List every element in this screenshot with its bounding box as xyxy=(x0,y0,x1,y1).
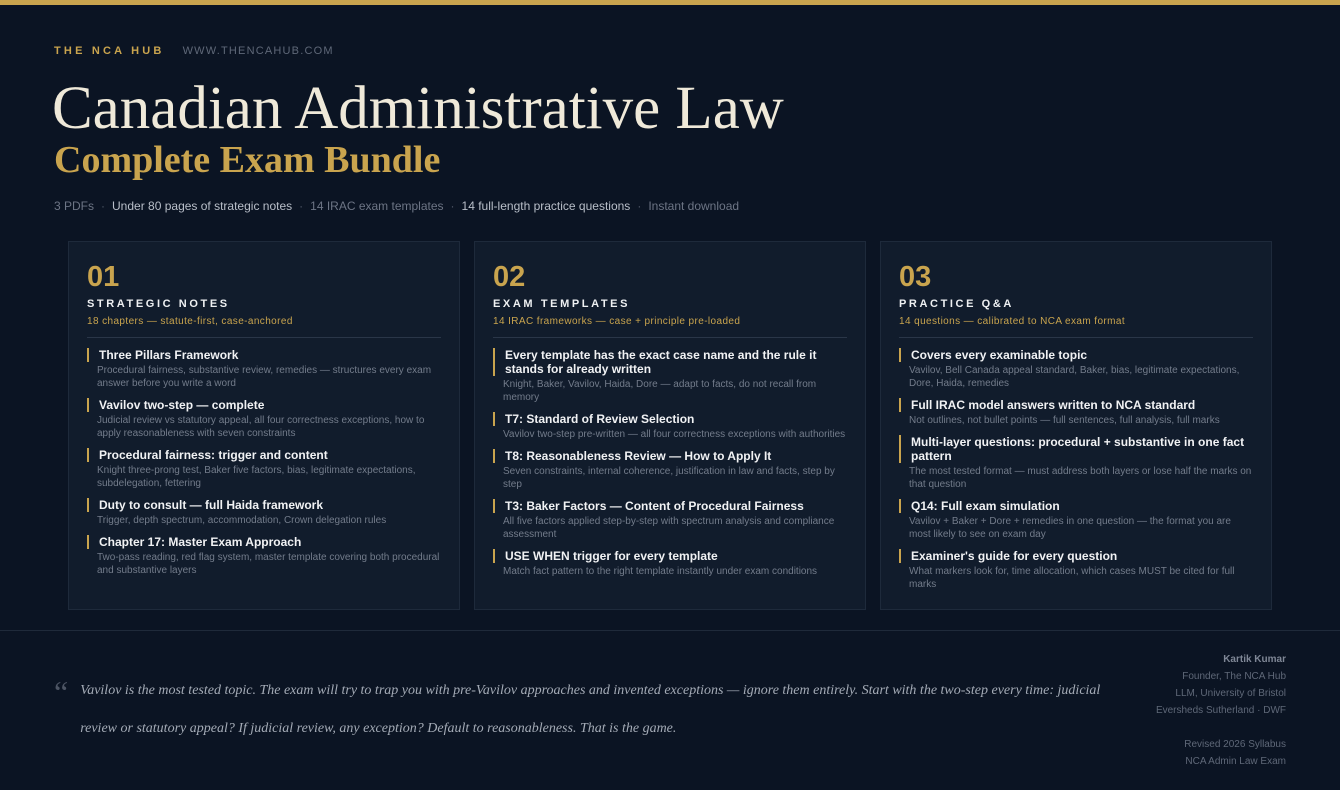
brand-url[interactable]: WWW.THENCAHUB.COM xyxy=(182,45,334,57)
card-divider xyxy=(899,337,1253,338)
list-item xyxy=(899,549,1253,591)
card-number: 01 xyxy=(87,261,120,293)
item-desc: All five factors applied step-by-step with spectrum analysis and compliance assessment xyxy=(503,516,835,540)
item-title: Chapter 17: Master Exam Approach xyxy=(87,535,441,549)
list-item xyxy=(493,449,847,491)
author-name: Kartik Kumar xyxy=(1223,654,1286,665)
list-item xyxy=(899,398,1253,427)
item-desc: What markers look for, time allocation, which cases MUST be cited for full marks xyxy=(909,566,1235,590)
meta-row: 3 PDFs · Under 80 pages of strategic notes · 14 IRAC exam templates · 14 full-length practice questions · Instant download xyxy=(54,199,740,213)
author-role: Founder, The NCA Hub xyxy=(1182,671,1286,682)
list-item xyxy=(493,348,847,404)
item-title: Examiner's guide for every question xyxy=(899,549,1253,563)
card-practice-qa xyxy=(880,241,1272,610)
brand-name: THE NCA HUB xyxy=(54,45,165,57)
card-subtitle: 14 IRAC frameworks — case + principle pre-loaded xyxy=(493,316,741,327)
list-item xyxy=(87,348,441,390)
list-item xyxy=(899,499,1253,541)
card-subtitle: 18 chapters — statute-first, case-anchored xyxy=(87,316,293,327)
card-title: EXAM TEMPLATES xyxy=(493,298,631,310)
card-number: 02 xyxy=(493,261,526,293)
list-item xyxy=(87,535,441,577)
author-block xyxy=(1156,651,1286,770)
item-desc: Not outlines, not bullet points — full sentences, full analysis, full marks xyxy=(909,415,1220,426)
card-subtitle: 14 questions — calibrated to NCA exam format xyxy=(899,316,1126,327)
list-item xyxy=(899,348,1253,390)
item-title: Q14: Full exam simulation xyxy=(899,499,1253,513)
list-item xyxy=(87,448,441,490)
card-strategic-notes xyxy=(68,241,460,610)
exam-name: NCA Admin Law Exam xyxy=(1185,756,1286,767)
item-desc: Match fact pattern to the right template instantly under exam conditions xyxy=(503,566,818,577)
list-item xyxy=(493,412,847,441)
list-item xyxy=(493,499,847,541)
card-items xyxy=(899,348,1253,591)
brand-row xyxy=(54,45,334,57)
author-firms: Eversheds Sutherland · DWF xyxy=(1155,705,1286,716)
list-item xyxy=(899,435,1253,491)
item-title: Three Pillars Framework xyxy=(87,348,441,362)
quote-text: Vavilov is the most tested topic. The exam will try to trap you with pre-Vavilov approaches and invented exceptions — ignore them entirely. Start with the two-step every time: judicial review or statutory appeal? If judicial review, any exception? Default to reasonableness. That is the game. xyxy=(80,683,1101,736)
item-desc: Vavilov, Bell Canada appeal standard, Baker, bias, legitimate expectations, Dore, Haida, remedies xyxy=(909,365,1240,389)
card-divider xyxy=(493,337,847,338)
page-subtitle: Complete Exam Bundle xyxy=(54,139,441,181)
card-items xyxy=(87,348,441,577)
item-title: T8: Reasonableness Review — How to Apply It xyxy=(493,449,847,463)
card-exam-templates xyxy=(474,241,866,610)
list-item xyxy=(87,398,441,440)
item-desc: Judicial review vs statutory appeal, all four correctness exceptions, how to apply reasonableness with seven constraints xyxy=(97,415,425,439)
top-accent-bar xyxy=(0,0,1340,5)
meta-item: Instant download xyxy=(648,199,740,213)
meta-item: Under 80 pages of strategic notes xyxy=(112,199,293,213)
card-title: PRACTICE Q&A xyxy=(899,298,1014,310)
item-title: Vavilov two-step — complete xyxy=(87,398,441,412)
meta-item: 3 PDFs xyxy=(54,199,95,213)
testimonial-quote xyxy=(54,672,1134,748)
item-desc: Two-pass reading, red flag system, master template covering both procedural and substantive layers xyxy=(97,552,440,576)
meta-item: 14 IRAC exam templates xyxy=(310,199,444,213)
revision-note: Revised 2026 Syllabus xyxy=(1184,739,1286,750)
item-title: Procedural fairness: trigger and content xyxy=(87,448,441,462)
item-title: Full IRAC model answers written to NCA standard xyxy=(899,398,1253,412)
card-title: STRATEGIC NOTES xyxy=(87,298,230,310)
item-desc: Knight, Baker, Vavilov, Haida, Dore — adapt to facts, do not recall from memory xyxy=(503,379,817,403)
card-divider xyxy=(87,337,441,338)
author-education: LLM, University of Bristol xyxy=(1175,688,1286,699)
list-item xyxy=(87,498,441,527)
item-title: USE WHEN trigger for every template xyxy=(493,549,847,563)
item-desc: The most tested format — must address both layers or lose half the marks on that question xyxy=(909,466,1252,490)
item-title: Covers every examinable topic xyxy=(899,348,1253,362)
meta-item: 14 full-length practice questions xyxy=(461,199,631,213)
item-title: Every template has the exact case name and the rule it stands for already written xyxy=(493,348,847,376)
item-desc: Vavilov two-step pre-written — all four correctness exceptions with authorities xyxy=(503,429,846,440)
quote-mark-icon: “ xyxy=(54,674,69,710)
item-title: T3: Baker Factors — Content of Procedural Fairness xyxy=(493,499,847,513)
card-number: 03 xyxy=(899,261,932,293)
page-title: Canadian Administrative Law xyxy=(52,75,784,142)
item-desc: Procedural fairness, substantive review, remedies — structures every exam answer before you write a word xyxy=(97,365,432,389)
item-desc: Vavilov + Baker + Dore + remedies in one question — the format you are most likely to see on exam day xyxy=(909,516,1231,540)
item-title: Duty to consult — full Haida framework xyxy=(87,498,441,512)
footer-divider xyxy=(0,630,1340,631)
item-title: Multi-layer questions: procedural + substantive in one fact pattern xyxy=(899,435,1253,463)
item-desc: Trigger, depth spectrum, accommodation, Crown delegation rules xyxy=(97,515,387,526)
item-desc: Seven constraints, internal coherence, justification in law and facts, step by step xyxy=(503,466,835,490)
item-title: T7: Standard of Review Selection xyxy=(493,412,847,426)
card-items xyxy=(493,348,847,578)
item-desc: Knight three-prong test, Baker five factors, bias, legitimate expectations, subdelegation, fettering xyxy=(97,465,416,489)
list-item xyxy=(493,549,847,578)
